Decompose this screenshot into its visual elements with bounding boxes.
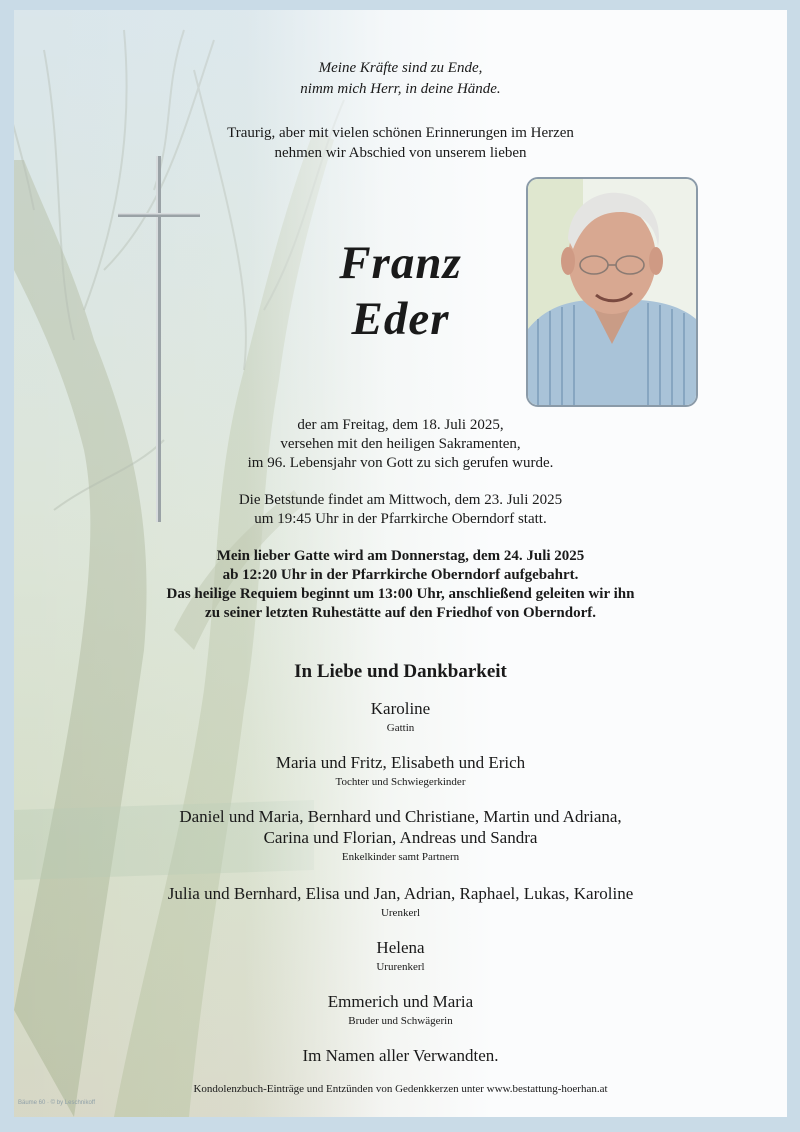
funeral-line-4: zu seiner letzten Ruhestätte auf den Friedhof von Oberndorf. — [205, 605, 596, 621]
parte-card — [14, 10, 787, 1117]
image-credit: Bäume 60 · © by Leschnikoff — [18, 1100, 96, 1106]
mourner-names: Karoline — [370, 699, 431, 718]
death-line-3: im 96. Lebensjahr von Gott zu sich gerufen wurde. — [247, 455, 554, 471]
mourner-relation: Urenkerl — [380, 907, 421, 919]
mourner-names: Helena — [376, 938, 425, 957]
mourner-names: Daniel und Maria, Bernhard und Christiane, Martin und Adriana, — [179, 807, 622, 826]
closing-line: Im Namen aller Verwandten. — [302, 1046, 499, 1065]
mourner-names: Emmerich und Maria — [327, 992, 474, 1011]
mourner-names: Julia und Bernhard, Elisa und Jan, Adrian, Raphael, Lukas, Karoline — [167, 884, 634, 903]
mourner-relation: Ururenkerl — [376, 961, 425, 973]
deceased-last-name: Eder — [351, 293, 450, 345]
mourner-names: Maria und Fritz, Elisabeth und Erich — [275, 753, 526, 772]
death-line-1: der am Freitag, dem 18. Juli 2025, — [297, 417, 504, 433]
death-line-2: versehen mit den heiligen Sakramenten, — [280, 436, 521, 452]
notice-text — [14, 10, 787, 1117]
prayer-line-1: Die Betstunde findet am Mittwoch, dem 23. Juli 2025 — [238, 492, 563, 508]
funeral-line-2: ab 12:20 Uhr in der Pfarrkirche Oberndorf aufgebahrt. — [222, 567, 579, 583]
mourner-relation: Enkelkinder samt Partnern — [341, 851, 460, 863]
mourner-relation: Gattin — [386, 722, 415, 734]
mourner-names: Carina und Florian, Andreas und Sandra — [263, 828, 538, 847]
intro-line-2: nehmen wir Abschied von unserem lieben — [274, 145, 527, 161]
mourner-relation: Tochter und Schwiegerkinder — [335, 776, 466, 788]
mourner-relation: Bruder und Schwägerin — [348, 1015, 453, 1027]
prayer-line-2: um 19:45 Uhr in der Pfarrkirche Oberndorf statt. — [254, 511, 547, 527]
deceased-first-name: Franz — [339, 237, 462, 289]
motto-line-1: Meine Kräfte sind zu Ende, — [318, 60, 483, 76]
condolence-footer: Kondolenzbuch-Einträge und Entzünden von Gedenkkerzen unter www.bestattung-hoerhan.at — [193, 1083, 608, 1095]
intro-line-1: Traurig, aber mit vielen schönen Erinnerungen im Herzen — [227, 125, 574, 141]
funeral-line-1: Mein lieber Gatte wird am Donnerstag, dem 24. Juli 2025 — [216, 548, 585, 564]
funeral-line-3: Das heilige Requiem beginnt um 13:00 Uhr, anschließend geleiten wir ihn — [166, 586, 635, 602]
gratitude-heading: In Liebe und Dankbarkeit — [294, 661, 507, 682]
motto-line-2: nimm mich Herr, in deine Hände. — [300, 81, 501, 97]
